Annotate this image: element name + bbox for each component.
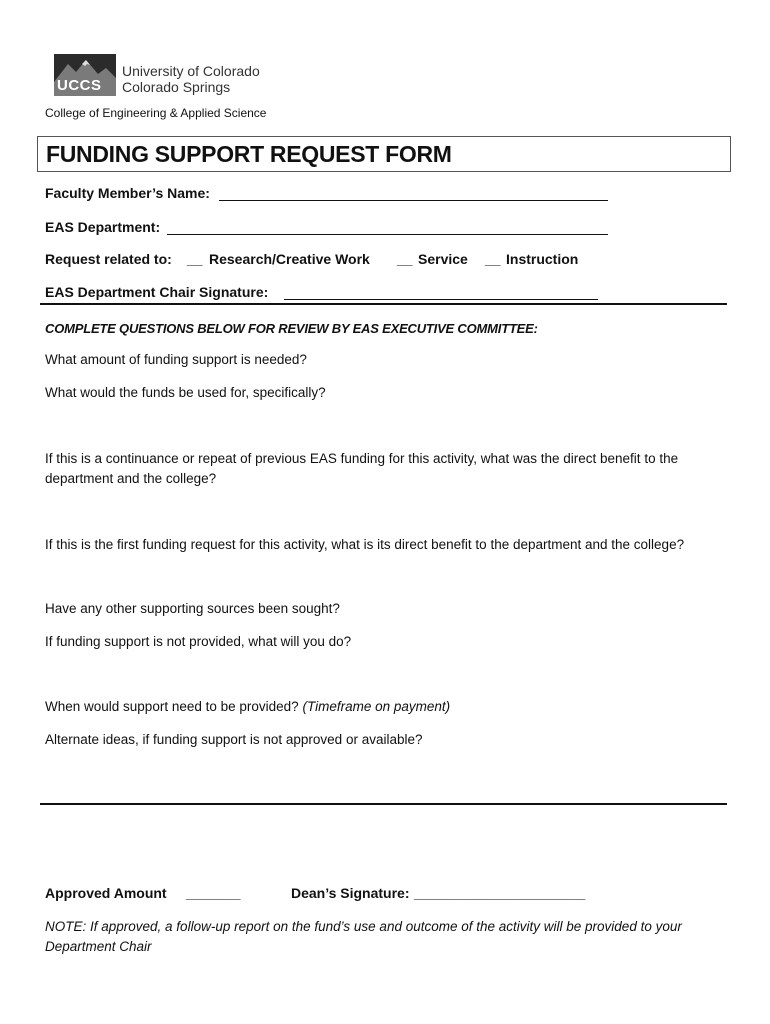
university-name xyxy=(122,63,260,95)
university-line-2: Colorado Springs xyxy=(122,79,231,95)
chair-signature-field[interactable] xyxy=(284,285,598,300)
question-timing-note: (Timeframe on payment) xyxy=(302,699,451,714)
dean-signature-field[interactable]: ______________________ xyxy=(414,885,586,901)
dean-signature-label: Dean’s Signature: xyxy=(291,885,410,901)
footer-divider xyxy=(40,803,727,805)
faculty-name-label: Faculty Member’s Name: xyxy=(45,185,210,201)
university-line-1: University of Colorado xyxy=(122,63,260,79)
option-research-label: Research/Creative Work xyxy=(209,251,370,267)
title-box xyxy=(37,136,731,172)
request-related-label: Request related to: xyxy=(45,251,172,267)
logo-mark-text: UCCS xyxy=(57,77,102,94)
question-timing-text: When would support need to be provided? xyxy=(45,699,299,714)
faculty-name-field[interactable] xyxy=(219,186,608,201)
department-field[interactable] xyxy=(167,220,608,235)
question-amount: What amount of funding support is needed? xyxy=(45,352,307,367)
question-funds-use: What would the funds be used for, specifically? xyxy=(45,385,326,400)
question-timing xyxy=(45,697,735,717)
option-instruction-label: Instruction xyxy=(506,251,579,267)
question-other-sources: Have any other supporting sources been sought? xyxy=(45,601,340,616)
form-title: FUNDING SUPPORT REQUEST FORM xyxy=(46,141,452,167)
section-divider xyxy=(40,303,727,305)
question-first-request: If this is the first funding request for this activity, what is its direct benefit to the department and the college? xyxy=(45,537,685,552)
question-alternates: Alternate ideas, if funding support is not approved or available? xyxy=(45,732,423,747)
uccs-logo xyxy=(54,54,116,96)
question-continuance: If this is a continuance or repeat of previous EAS funding for this activity, what was the direct benefit to the department and the college? xyxy=(45,451,679,486)
option-instruction-blank[interactable]: __ xyxy=(485,251,501,267)
college-name: College of Engineering & Applied Science xyxy=(45,106,267,120)
option-research-blank[interactable]: __ xyxy=(187,251,203,267)
questions-heading: COMPLETE QUESTIONS BELOW FOR REVIEW BY EAS EXECUTIVE COMMITTEE: xyxy=(45,321,538,336)
question-if-not-funded: If funding support is not provided, what will you do? xyxy=(45,634,352,649)
option-service-label: Service xyxy=(418,251,468,267)
department-label: EAS Department: xyxy=(45,219,161,235)
option-service-blank[interactable]: __ xyxy=(397,251,413,267)
approved-amount-field[interactable]: _______ xyxy=(186,885,241,901)
chair-signature-label: EAS Department Chair Signature: xyxy=(45,284,269,300)
approval-note: NOTE: If approved, a follow-up report on the fund’s use and outcome of the activity will be provided to your Department Chair xyxy=(45,919,682,954)
approved-amount-label: Approved Amount xyxy=(45,885,167,901)
